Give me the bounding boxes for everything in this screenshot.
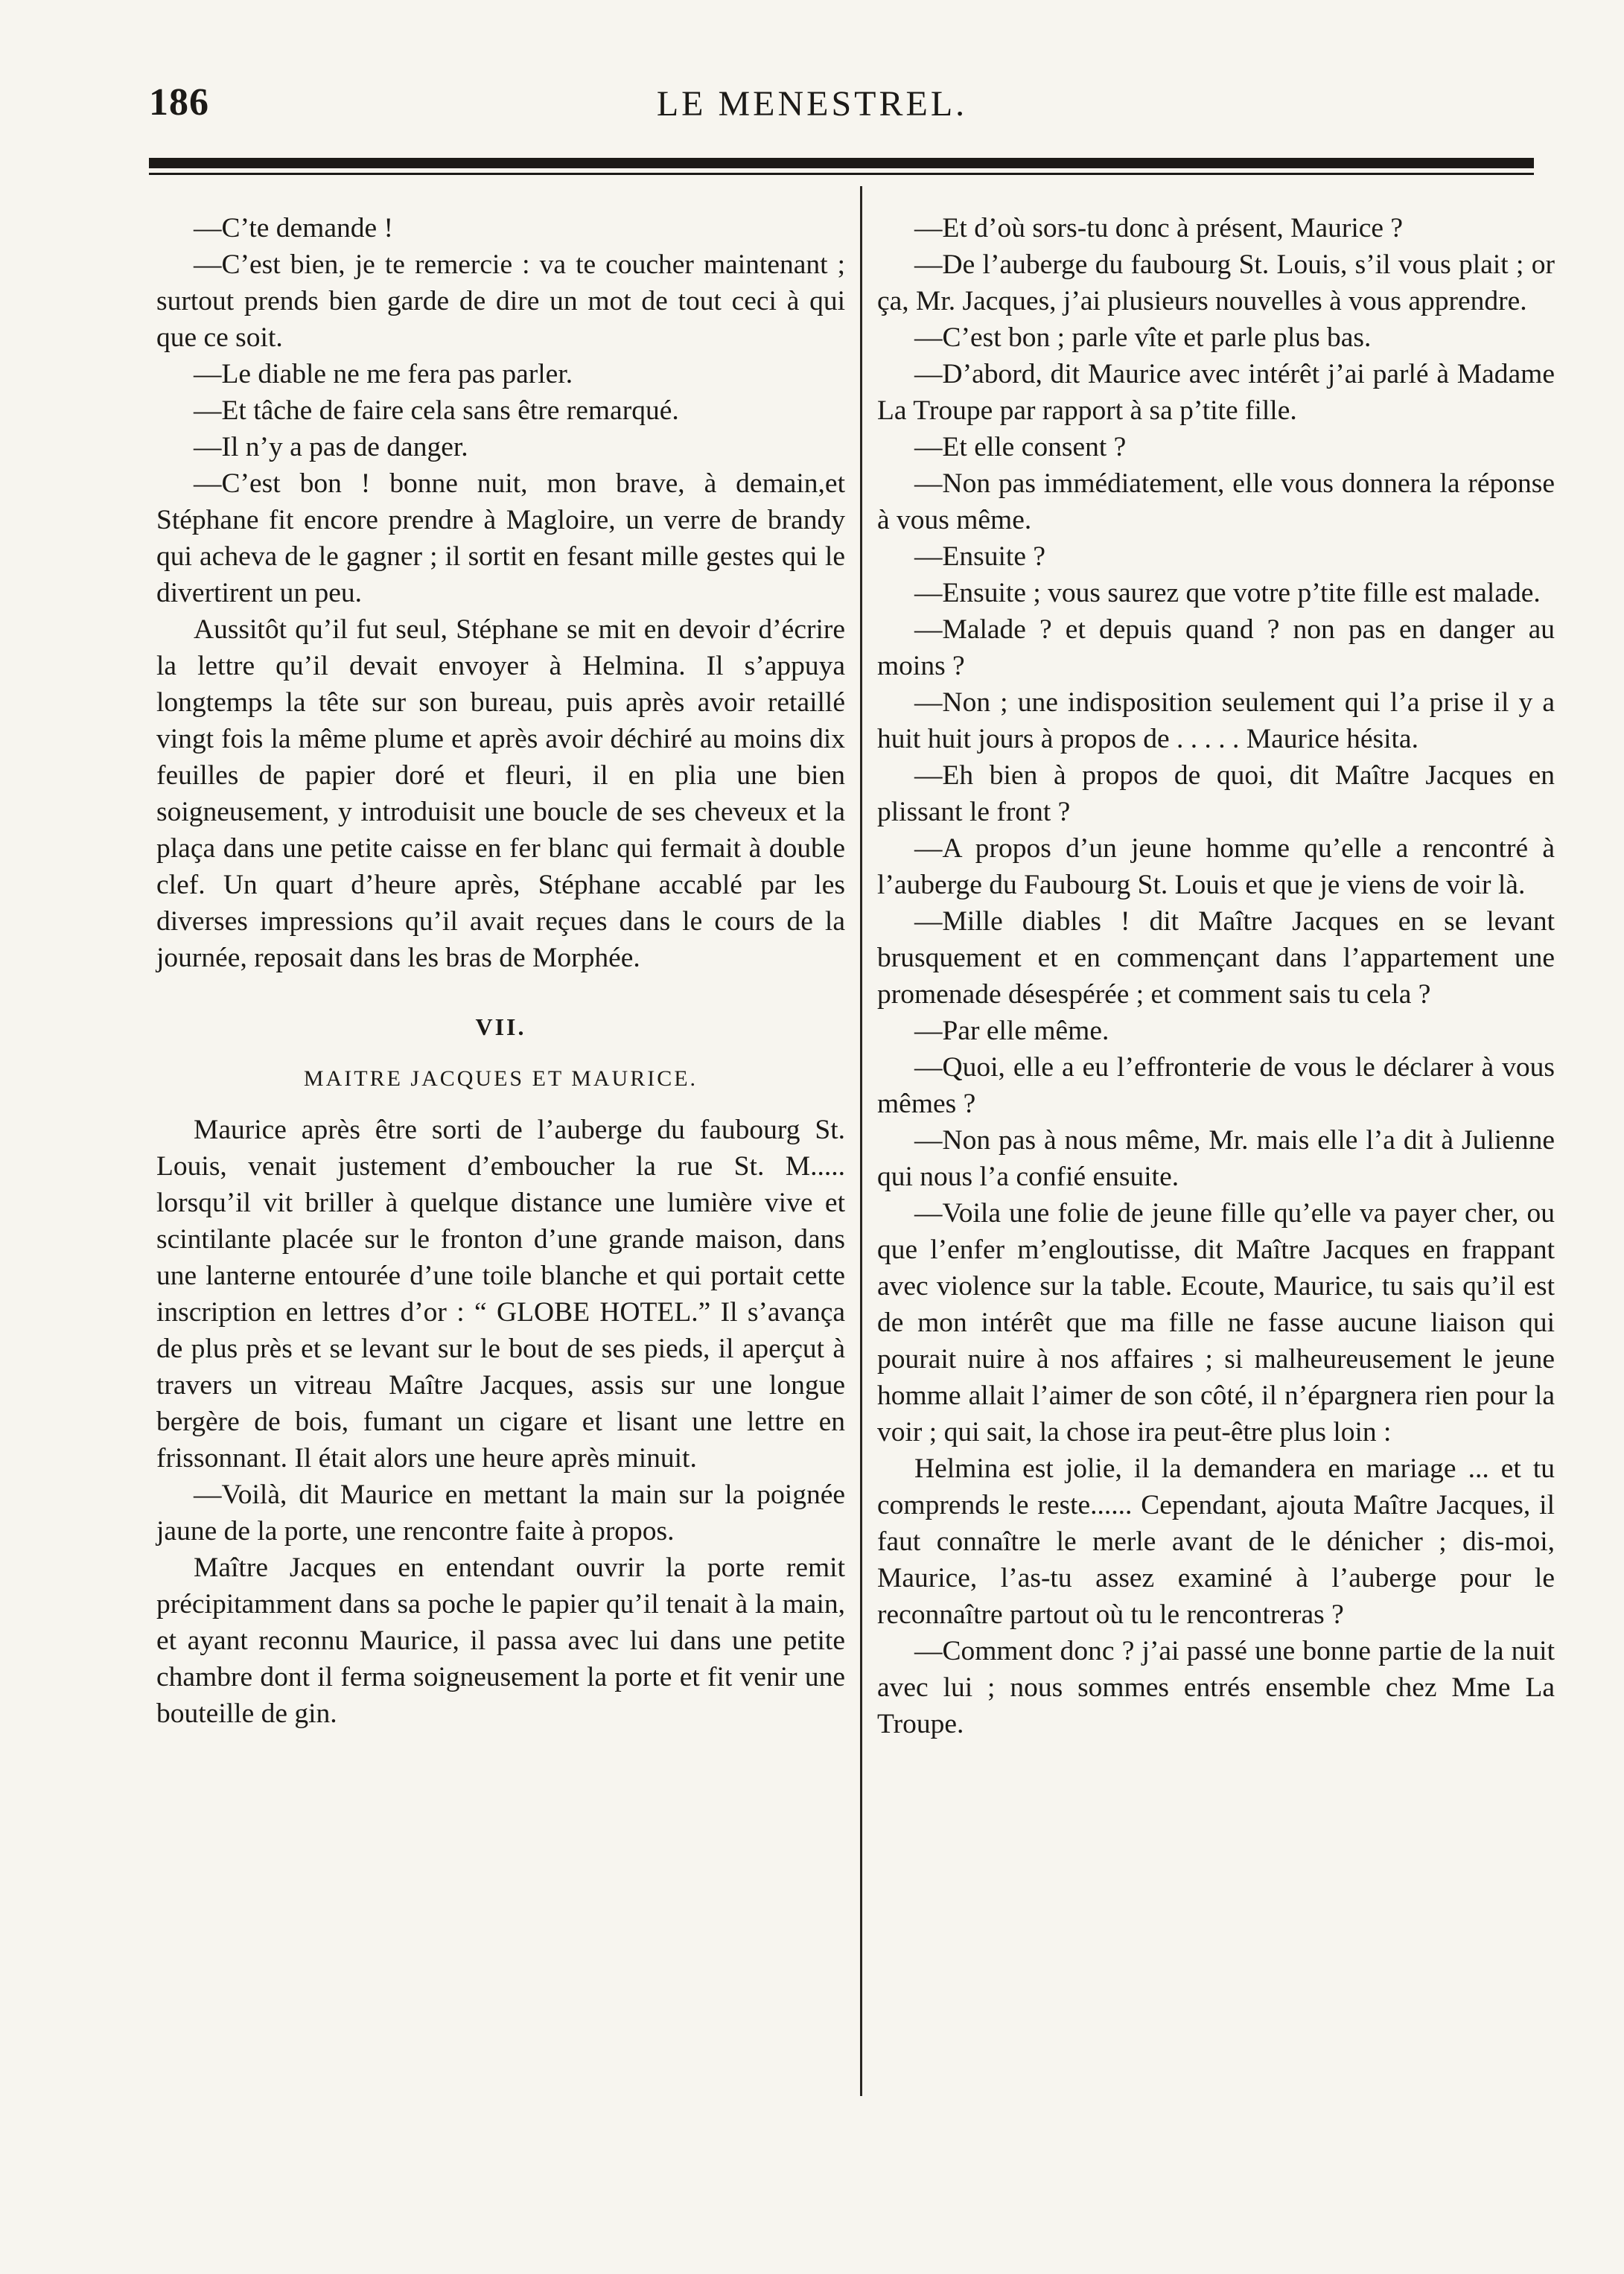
paragraph: —Malade ? et depuis quand ? non pas en danger au moins ?	[877, 614, 1555, 681]
paragraph: —C’te demande !	[194, 213, 393, 243]
header-rule-thin	[149, 173, 1534, 175]
paragraph: —C’est bien, je te remercie : va te coucher maintenant ; surtout prends bien garde de dire un mot de tout ceci à qui que ce soit.	[156, 249, 845, 353]
column-divider	[860, 186, 862, 2096]
paragraph: —De l’auberge du faubourg St. Louis, s’il vous plait ; or ça, Mr. Jacques, j’ai plusieurs nouvelles à vous apprendre.	[877, 249, 1555, 316]
paragraph: —Et d’où sors-tu donc à présent, Maurice ?	[914, 213, 1404, 243]
paragraph: —Et tâche de faire cela sans être remarqué.	[194, 395, 679, 426]
running-head: LE MENESTREL.	[656, 84, 968, 124]
paragraph: —A propos d’un jeune homme qu’elle a rencontré à l’auberge du Faubourg St. Louis et que je viens de voir là.	[877, 833, 1555, 900]
paragraph: —Voila une folie de jeune fille qu’elle va payer cher, ou que l’enfer m’engloutisse, dit Maître Jacques en frappant avec violence sur la table. Ecoute, Maurice, tu sais qu’il est de mon intérêt que ma fille ne fasse aucune liaison qui pourait nuire à nos affaires ; si malheureusement le jeune homme allait l’aimer de son côté, il n’épargnera rien pour la voir ; qui sait, la chose ira peut-être plus loin :	[877, 1198, 1555, 1447]
paragraph: —Quoi, elle a eu l’effronterie de vous le déclarer à vous mêmes ?	[877, 1052, 1555, 1119]
paragraph: Aussitôt qu’il fut seul, Stéphane se mit en devoir d’écrire la lettre qu’il devait envoyer à Helmina. Il s’appuya longtemps la tête sur son bureau, puis après avoir retaillé vingt fois la même plume et après avoir déchiré au moins dix feuilles de papier doré et fleuri, il en plia une bien soigneusement, y introduisit une boucle de ses cheveux et la plaça dans une petite caisse en fer blanc qui fermait à double clef. Un quart d’heure après, Stéphane accablé par les diverses impressions qu’il avait reçues dans le cours de la journée, reposait dans les bras de Morphée.	[156, 614, 845, 973]
paragraph: —C’est bon ; parle vîte et parle plus bas.	[914, 322, 1372, 353]
paragraph: Maurice après être sorti de l’auberge du faubourg St. Louis, venait justement d’emboucher la rue St. M..... lorsqu’il vit briller à quelque distance une lumière vive et scintilante placée sur le fronton d’une grande maison, dans une lanterne entourée d’une toile blanche et qui portait cette inscription en lettres d’or : “ GLOBE HOTEL.” Il s’avança de plus près et se levant sur le bout de ses pieds, il aperçut à travers un vitreau Maître Jacques, assis sur une longue bergère de bois, fumant un cigare et lisant une lettre en frissonnant. Il était alors une heure après minuit.	[156, 1115, 845, 1474]
paragraph: —Eh bien à propos de quoi, dit Maître Jacques en plissant le front ?	[877, 760, 1555, 827]
paragraph: —Le diable ne me fera pas parler.	[194, 359, 573, 389]
right-column	[877, 210, 1555, 1742]
paragraph: —Et elle consent ?	[914, 432, 1127, 462]
section-number: VII.	[475, 1013, 526, 1040]
paragraph: —Mille diables ! dit Maître Jacques en se levant brusquement et en commençant dans l’appartement une promenade désespérée ; et comment sais tu cela ?	[877, 906, 1555, 1010]
page-number: 186	[149, 81, 209, 124]
paragraph: —C’est bon ! bonne nuit, mon brave, à demain,et Stéphane fit encore prendre à Magloire, un verre de brandy qui acheva de le gagner ; il sortit en fesant mille gestes qui le divertirent un peu.	[156, 468, 845, 608]
left-column	[156, 210, 845, 1732]
header-rule	[149, 158, 1534, 168]
paragraph: —Ensuite ?	[914, 541, 1046, 572]
paragraph: —Il n’y a pas de danger.	[194, 432, 468, 462]
paragraph: —Non ; une indisposition seulement qui l’a prise il y a huit huit jours à propos de . . . . . Maurice hésita.	[877, 687, 1555, 754]
section-title: MAITRE JACQUES ET MAURICE.	[303, 1066, 698, 1091]
paragraph: —Ensuite ; vous saurez que votre p’tite fille est malade.	[914, 578, 1541, 608]
paragraph: —Par elle même.	[914, 1016, 1109, 1046]
paragraph: Helmina est jolie, il la demandera en mariage ... et tu comprends le reste...... Cependant, ajouta Maître Jacques, il faut connaître le merle avant de le dénicher ; dis-moi, Maurice, l’as-tu assez examiné à l’auberge pour le reconnaître partout où tu le rencontreras ?	[877, 1453, 1555, 1630]
paragraph: —Voilà, dit Maurice en mettant la main sur la poignée jaune de la porte, une rencontre faite à propos.	[156, 1480, 845, 1547]
paragraph: —Non pas à nous même, Mr. mais elle l’a dit à Julienne qui nous l’a confié ensuite.	[877, 1125, 1555, 1192]
paragraph: Maître Jacques en entendant ouvrir la porte remit précipitamment dans sa poche le papier qu’il tenait à la main, et ayant reconnu Maurice, il passa avec lui dans une petite chambre dont il ferma soigneusement la porte et fit venir une bouteille de gin.	[156, 1552, 845, 1729]
paragraph: —Comment donc ? j’ai passé une bonne partie de la nuit avec lui ; nous sommes entrés ensemble chez Mme La Troupe.	[877, 1636, 1555, 1739]
paragraph: —D’abord, dit Maurice avec intérêt j’ai parlé à Madame La Troupe par rapport à sa p’tite fille.	[877, 359, 1555, 426]
paragraph: —Non pas immédiatement, elle vous donnera la réponse à vous même.	[877, 468, 1555, 535]
